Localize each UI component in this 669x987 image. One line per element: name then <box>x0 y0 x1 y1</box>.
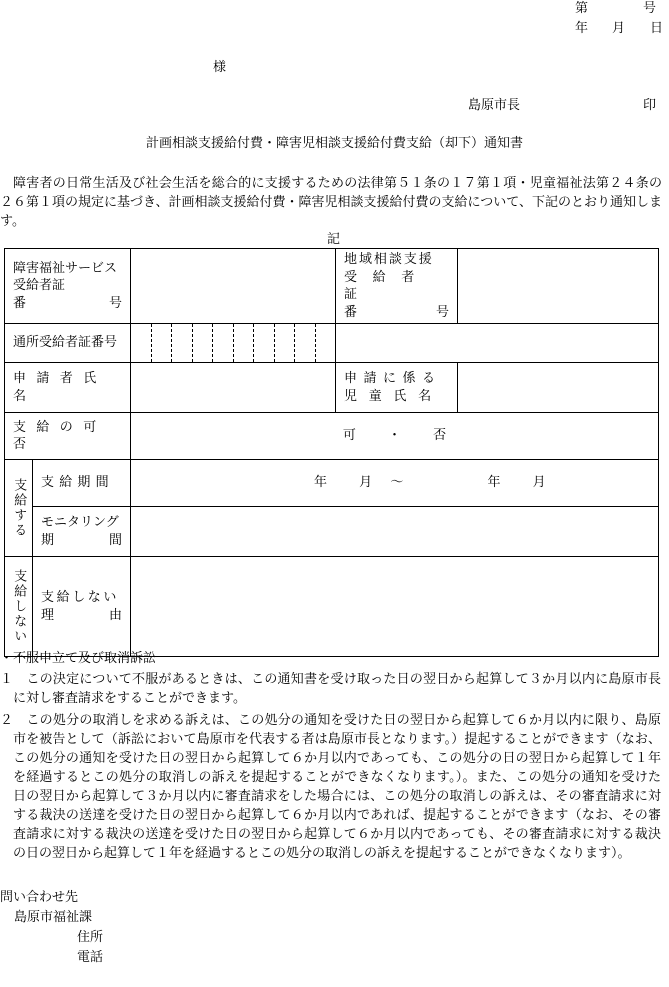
tsusho-blank <box>336 324 659 363</box>
tsusho-id-label: 通所受給者証番号 <box>5 324 131 363</box>
row-applicant <box>5 363 659 413</box>
contact-phone-label: 電話 <box>77 950 104 965</box>
shikyu-suru-label: 支給する <box>5 460 33 557</box>
row-period <box>5 460 659 507</box>
shikyu-shinai-label: 支給しない <box>5 557 33 657</box>
issuer-mayor: 島原市長 <box>468 98 521 113</box>
approval-label: 支給の可否 <box>5 413 131 460</box>
date-month: 月 <box>612 21 626 36</box>
reason-label: 支給しない 理 由 <box>33 557 131 657</box>
date-year: 年 <box>575 21 589 36</box>
row-approval <box>5 413 659 460</box>
date-day: 日 <box>650 21 664 36</box>
contact-address-label: 住所 <box>77 930 104 945</box>
applicant-name-field[interactable] <box>131 363 336 413</box>
applicant-label: 申請者氏名 <box>5 363 131 413</box>
seal-mark: 印 <box>643 98 657 113</box>
appeal-heading: ・不服申立て及び取消訴訟 <box>0 651 157 666</box>
child-label: 申請に係る 児童氏名 <box>336 363 458 413</box>
period-label: 支給期間 <box>33 460 131 507</box>
contact-dept: 島原市福祉課 <box>14 910 93 925</box>
number-dai: 第 <box>575 1 589 16</box>
period-field[interactable]: 年 月 〜 年 月 <box>131 460 659 507</box>
monitoring-label: モニタリング 期 間 <box>33 507 131 557</box>
number-go: 号 <box>643 1 657 16</box>
tsusho-id-digits[interactable] <box>131 324 336 363</box>
monitoring-field[interactable] <box>131 507 659 557</box>
recipient-sama: 様 <box>213 60 227 75</box>
service-id-label: 障害福祉サービス 受給者証 番 号 <box>5 249 131 324</box>
contact-heading: 問い合わせ先 <box>0 890 79 905</box>
row-tsusho-number <box>5 324 659 363</box>
document-title: 計画相談支援給付費・障害児相談支援給付費支給（却下）通知書 <box>145 136 523 151</box>
reason-field[interactable] <box>131 557 659 657</box>
community-id-digits[interactable] <box>458 249 659 324</box>
service-id-digits[interactable] <box>131 249 336 324</box>
row-recipient-numbers <box>5 249 659 324</box>
intro-paragraph: 障害者の日常生活及び社会生活を総合的に支援するための法律第５１条の１７第１項・児童福祉法第２４条の２６第１項の規定に基づき、計画相談支援給付費・障害児相談支援給付費の支給について、下記のとおり通知します。 <box>0 176 662 229</box>
ki-heading: 記 <box>327 232 341 247</box>
community-id-label: 地域相談支援 受給者証 番 号 <box>336 249 458 324</box>
child-name-field[interactable] <box>458 363 659 413</box>
appeal-item-2: ２ この処分の取消しを求める訴えは、この処分の通知を受けた日の翌日から起算して６か月以内に限り、島原市を被告として（訴訟において島原市を代表する者は島原市長となります。）提起することができます（なお、この処分の通知を受けた日の翌日から起算して６か月以内であっても、この処分の日の翌日から起算して１年を経過するとこの処分の取消しの訴えを提起することができなくなります。）。また、この処分の通知を受けた日の翌日から起算して３か月以内に審査請求をした場合には、この処分の取消しの訴えは、その審査請求に対する裁決の送達を受けた日の翌日から起算して６か月以内であれば、提起することができます（なお、その審査請求に対する裁決の送達を受けた日の翌日から起算して６か月以内であっても、その審査請求に対する裁決の日の翌日から起算して１年を経過するとこの処分の取消しの訴えを提起することができなくなります）。 <box>0 713 661 861</box>
row-reason <box>5 557 659 657</box>
row-monitoring <box>5 507 659 557</box>
appeal-item-1: １ この決定について不服があるときは、この通知書を受け取った日の翌日から起算して３か月以内に島原市長に対し審査請求をすることができます。 <box>0 672 661 706</box>
approval-choice[interactable]: 可 ・ 否 <box>131 413 659 460</box>
benefit-form-table <box>4 248 659 657</box>
